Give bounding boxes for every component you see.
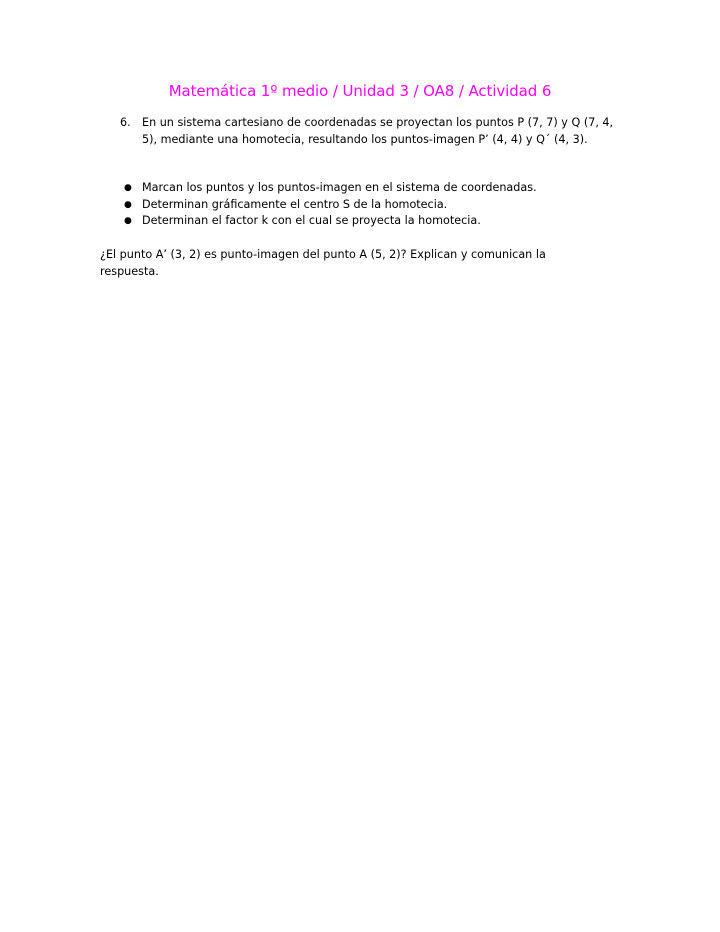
- bullet-list: [120, 180, 537, 230]
- numbered-item: [120, 114, 620, 148]
- item-text: En un sistema cartesiano de coordenadas se proyectan los puntos P (7, 7) y Q (7, 4, 5), mediante una homotecia, resultando los puntos-imagen P’ (4, 4) y Q´ (4, 3).: [142, 116, 614, 146]
- page-title: Matemática 1º medio / Unidad 3 / OA8 / Actividad 6: [168, 82, 552, 100]
- list-item: [120, 180, 537, 197]
- question-paragraph: ¿El punto A’ (3, 2) es punto-imagen del punto A (5, 2)? Explican y comunican la respuesta.: [100, 248, 546, 278]
- list-item-text: Determinan gráficamente el centro S de la homotecia.: [142, 197, 448, 211]
- list-item: [120, 197, 537, 214]
- list-item-text: Marcan los puntos y los puntos-imagen en el sistema de coordenadas.: [142, 181, 537, 194]
- list-item-text: Determinan el factor k con el cual se proyecta la homotecia.: [142, 214, 481, 227]
- bullet-icon: ●: [124, 216, 132, 226]
- item-number: 6.: [120, 116, 131, 129]
- bullet-icon: ●: [124, 199, 132, 210]
- bullet-icon: ●: [124, 183, 132, 193]
- list-item: [120, 213, 537, 230]
